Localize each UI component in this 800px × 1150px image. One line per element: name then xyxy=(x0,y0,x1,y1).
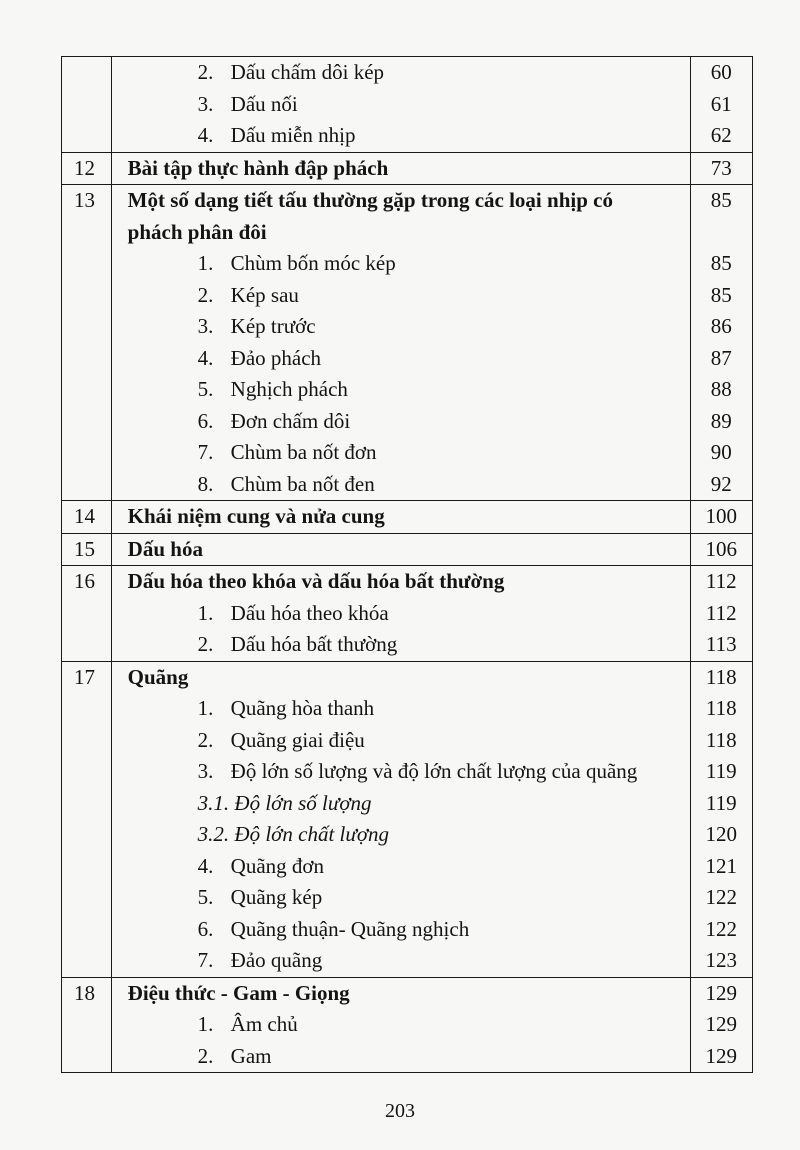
subsection-index: 1. xyxy=(197,696,214,720)
section-number-cell xyxy=(62,501,112,534)
spacer xyxy=(74,217,111,249)
page-cell xyxy=(690,977,752,1073)
spacer xyxy=(74,945,111,977)
subsection-page: 88 xyxy=(710,377,732,401)
subsection-entry xyxy=(128,248,690,280)
subsection-index: 4. xyxy=(197,853,214,878)
section-title-cell xyxy=(111,57,690,153)
spacer xyxy=(74,882,111,914)
subsection-title: Độ lớn số lượng và độ lớn chất lượng của quãng xyxy=(230,759,638,783)
subsection-page: 60 xyxy=(710,60,732,84)
section-title: Khái niệm cung và nửa cung xyxy=(127,504,385,528)
subsection-index: 2. xyxy=(197,282,214,307)
subsection-index: 3. xyxy=(197,759,214,783)
subsection-title: Chùm bốn móc kép xyxy=(230,251,396,275)
subsection-index: 2. xyxy=(197,60,214,84)
section-number-cell xyxy=(62,533,112,566)
spacer xyxy=(74,629,111,661)
spacer xyxy=(74,280,111,312)
section-number: 14 xyxy=(74,504,95,528)
subsection-entry xyxy=(128,343,690,375)
subsection-entry xyxy=(128,374,690,406)
subsection-entry xyxy=(128,89,690,121)
subsection-entry xyxy=(128,882,690,914)
toc-row xyxy=(62,152,753,185)
subsection-title: Dấu nối xyxy=(230,91,298,116)
section-page: 100 xyxy=(705,504,738,528)
section-number: 12 xyxy=(74,155,95,180)
spacer xyxy=(74,756,111,788)
subsection-index: 3. xyxy=(197,314,214,338)
subsection-index: 2. xyxy=(197,727,214,752)
spacer xyxy=(74,469,111,501)
section-title: Bài tập thực hành đập phách xyxy=(127,155,389,180)
subsection-entry xyxy=(128,725,690,757)
section-title: Điệu thức - Gam - Giọng xyxy=(127,980,350,1005)
spacer xyxy=(74,343,111,375)
spacer xyxy=(74,598,111,630)
subsection-entry xyxy=(128,914,690,946)
subsection-index: 1. xyxy=(197,1012,214,1036)
subsection-entry xyxy=(128,437,690,469)
subsection-entry xyxy=(128,120,690,152)
page-cell xyxy=(690,185,752,501)
subsection-title: Kép sau xyxy=(230,282,299,307)
subsection-entry xyxy=(128,57,690,89)
table-of-contents xyxy=(61,56,753,1073)
section-number-cell xyxy=(62,185,112,501)
subsection-page: 61 xyxy=(710,91,732,116)
toc-row xyxy=(62,533,753,566)
subsection-title: Đảo quãng xyxy=(230,948,323,972)
subsection-entry xyxy=(128,1009,690,1041)
subsection-title: Chùm ba nốt đơn xyxy=(230,440,377,464)
section-number: 15 xyxy=(74,536,95,561)
section-title: phách phân đôi xyxy=(127,219,267,244)
page-number: 203 xyxy=(385,1100,415,1122)
section-number-cell xyxy=(62,977,112,1073)
subsection-title: Âm chủ xyxy=(230,1012,298,1036)
toc-row xyxy=(62,185,753,501)
subsection-index: 6. xyxy=(197,916,214,941)
subsection-index: 7. xyxy=(197,948,214,972)
toc-row xyxy=(62,566,753,662)
page-cell xyxy=(690,661,752,977)
subsection-page: 85 xyxy=(710,282,732,307)
subsection-index: 1. xyxy=(197,251,214,275)
section-number-cell xyxy=(62,566,112,662)
subsection-page: 113 xyxy=(705,632,737,656)
toc-row xyxy=(62,57,753,153)
spacer xyxy=(74,693,111,725)
subsection-page: 121 xyxy=(705,853,738,878)
subsection-page: 92 xyxy=(710,471,732,496)
section-number-cell xyxy=(62,152,112,185)
section-number: 16 xyxy=(74,569,95,593)
subsection-title: Quãng thuận- Quãng nghịch xyxy=(230,916,470,941)
subsection-index: 6. xyxy=(197,408,214,433)
subsection-entry xyxy=(128,598,690,630)
section-title: Quãng xyxy=(127,664,189,689)
subsection-page: 122 xyxy=(705,885,738,909)
subsection-page: 118 xyxy=(705,696,737,720)
subsection-title: Quãng kép xyxy=(230,885,323,909)
subsection-index: 2. xyxy=(197,1043,214,1068)
section-title-cell xyxy=(111,661,690,977)
spacer xyxy=(74,819,111,851)
subsection-title: Gam xyxy=(230,1043,272,1068)
subsection-title: Chùm ba nốt đen xyxy=(230,471,375,496)
spacer xyxy=(74,851,111,883)
subsection-index: 2. xyxy=(197,632,214,656)
section-title-cell xyxy=(111,152,690,185)
subsection-index: 5. xyxy=(197,377,214,401)
section-title: Dấu hóa xyxy=(127,536,203,561)
section-title-cell xyxy=(111,501,690,534)
spacer xyxy=(74,914,111,946)
subsection-entry xyxy=(128,311,690,343)
subsection-index: 8. xyxy=(197,471,214,496)
subsection-page: 119 xyxy=(705,790,737,815)
subsection-entry xyxy=(128,788,690,820)
page-cell xyxy=(690,566,752,662)
subsection-index: 4. xyxy=(197,123,214,147)
subsection-title: Đảo phách xyxy=(230,345,322,370)
subsection-title: 3.1. Độ lớn số lượng xyxy=(197,790,372,815)
section-title-cell xyxy=(111,977,690,1073)
section-title-cell xyxy=(111,533,690,566)
spacer xyxy=(74,788,111,820)
section-title-cell xyxy=(111,566,690,662)
page-cell xyxy=(690,533,752,566)
spacer xyxy=(74,725,111,757)
spacer xyxy=(74,57,111,89)
section-number: 18 xyxy=(74,980,95,1005)
subsection-title: Quãng hòa thanh xyxy=(230,696,375,720)
toc-row xyxy=(62,501,753,534)
toc-row xyxy=(62,977,753,1073)
section-number-cell xyxy=(62,661,112,977)
subsection-title: Quãng đơn xyxy=(230,853,325,878)
subsection-title: Kép trước xyxy=(230,314,316,338)
subsection-page: 112 xyxy=(705,600,737,625)
section-page: 118 xyxy=(705,664,737,689)
subsection-index: 3. xyxy=(197,91,214,116)
spacer xyxy=(74,120,111,152)
page-cell xyxy=(690,152,752,185)
subsection-title: Dấu miễn nhịp xyxy=(230,123,356,147)
subsection-page: 85 xyxy=(710,251,732,275)
section-number-cell xyxy=(62,57,112,153)
subsection-page: 129 xyxy=(705,1012,738,1036)
subsection-page: 90 xyxy=(710,440,732,464)
toc-row xyxy=(62,661,753,977)
subsection-page: 118 xyxy=(705,727,737,752)
subsection-index: 1. xyxy=(197,600,214,625)
subsection-entry xyxy=(128,693,690,725)
subsection-page: 119 xyxy=(705,759,737,783)
subsection-entry xyxy=(128,945,690,977)
subsection-page: 120 xyxy=(705,822,738,846)
spacer xyxy=(74,374,111,406)
subsection-title: Nghịch phách xyxy=(230,377,348,401)
subsection-title: Đơn chấm dôi xyxy=(230,408,351,433)
subsection-entry xyxy=(128,629,690,661)
spacer xyxy=(74,311,111,343)
subsection-index: 5. xyxy=(197,885,214,909)
subsection-page: 123 xyxy=(705,948,738,972)
subsection-page: 86 xyxy=(710,314,732,338)
spacer xyxy=(691,217,752,249)
section-number: 13 xyxy=(74,188,95,212)
subsection-page: 122 xyxy=(705,916,738,941)
section-page: 129 xyxy=(705,980,738,1005)
subsection-entry xyxy=(128,1041,690,1073)
subsection-page: 87 xyxy=(710,345,732,370)
section-page: 85 xyxy=(710,188,732,212)
subsection-entry xyxy=(128,406,690,438)
section-page: 73 xyxy=(710,155,732,180)
section-title: Dấu hóa theo khóa và dấu hóa bất thường xyxy=(127,569,505,593)
subsection-entry xyxy=(128,756,690,788)
subsection-title: Dấu hóa theo khóa xyxy=(230,600,389,625)
subsection-title: 3.2. Độ lớn chất lượng xyxy=(197,822,390,846)
section-title: Một số dạng tiết tấu thường gặp trong các loại nhịp có xyxy=(127,188,613,212)
subsection-page: 62 xyxy=(710,123,732,147)
spacer xyxy=(74,406,111,438)
page-cell xyxy=(690,57,752,153)
subsection-entry xyxy=(128,280,690,312)
subsection-page: 89 xyxy=(710,408,732,433)
subsection-page: 129 xyxy=(705,1043,738,1068)
subsection-index: 7. xyxy=(197,440,214,464)
spacer xyxy=(74,437,111,469)
section-title-cell xyxy=(111,185,690,501)
spacer xyxy=(74,1041,111,1073)
section-page: 112 xyxy=(705,569,737,593)
subsection-entry xyxy=(128,469,690,501)
subsection-title: Quãng giai điệu xyxy=(230,727,365,752)
page-cell xyxy=(690,501,752,534)
subsection-index: 4. xyxy=(197,345,214,370)
subsection-title: Dấu hóa bất thường xyxy=(230,632,398,656)
subsection-entry xyxy=(128,819,690,851)
section-number: 17 xyxy=(74,664,95,689)
spacer xyxy=(74,1009,111,1041)
section-page: 106 xyxy=(705,536,738,561)
subsection-title: Dấu chấm dôi kép xyxy=(230,60,385,84)
spacer xyxy=(74,89,111,121)
spacer xyxy=(74,248,111,280)
subsection-entry xyxy=(128,851,690,883)
